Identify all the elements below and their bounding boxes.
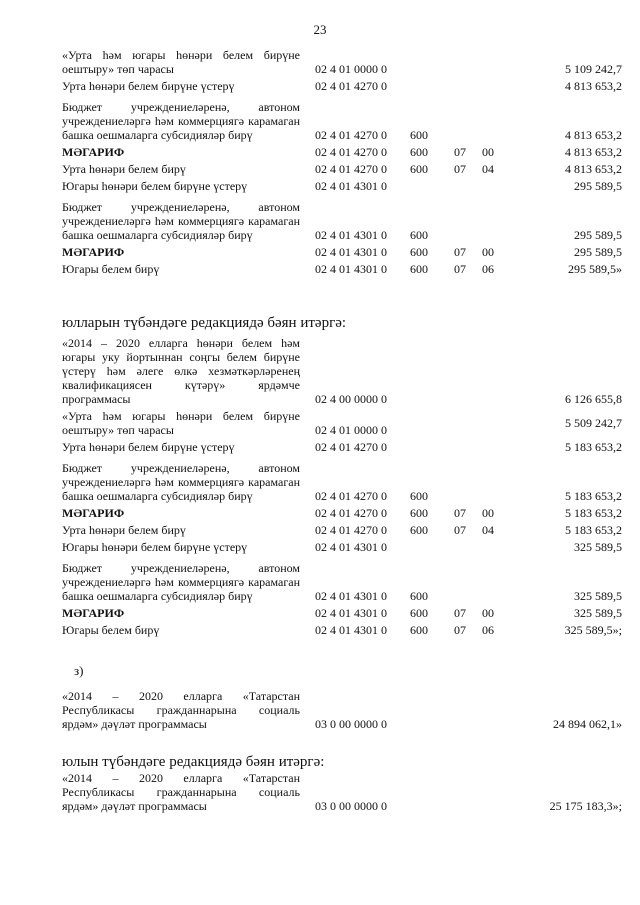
row-amount: 295 589,5 xyxy=(574,179,622,193)
row-target-code: 02 4 01 4270 0 xyxy=(315,523,387,537)
row-subsection: 06 xyxy=(482,623,494,637)
row-amount: 5 109 242,7 xyxy=(565,62,622,76)
table-row xyxy=(62,245,622,259)
row-target-code: 02 4 01 0000 0 xyxy=(315,62,387,76)
row-amount: 5 183 653,2 xyxy=(565,523,622,537)
row-amount: 4 813 653,2 xyxy=(565,162,622,176)
row-amount: 4 813 653,2 xyxy=(565,145,622,159)
row-name: «2014 – 2020 елларга «Татарстан Республикасы гражданнарына социаль ярдәм» дәүләт программасы xyxy=(62,689,300,731)
row-name: Бюджет учреждениеләренә, автоном учреждениеләргә һәм коммерциягә карамаган башка оешмаларга субсидияләр бирү xyxy=(62,461,300,503)
table-row xyxy=(62,336,622,406)
budget-table-old-3 xyxy=(62,689,622,731)
row-target-code: 03 0 00 0000 0 xyxy=(315,717,387,731)
row-expense-type: 600 xyxy=(410,262,428,276)
row-amount: 6 126 655,8 xyxy=(565,392,622,406)
table-row xyxy=(62,523,622,537)
row-amount: 5 183 653,2 xyxy=(565,506,622,520)
row-name: Урта һөнәри белем бирүне үстерү xyxy=(62,79,235,93)
row-target-code: 02 4 01 4270 0 xyxy=(315,489,387,503)
row-amount: 5 509 242,7 xyxy=(565,416,622,430)
row-expense-type: 600 xyxy=(410,245,428,259)
row-target-code: 02 4 01 4301 0 xyxy=(315,245,387,259)
amendment-heading: юлларын түбәндәге редакциядә бәян итәргә: xyxy=(62,315,347,331)
row-target-code: 02 4 01 4270 0 xyxy=(315,162,387,176)
row-amount: 25 175 183,3»; xyxy=(549,799,622,813)
row-amount: 295 589,5 xyxy=(574,228,622,242)
row-target-code: 02 4 01 4270 0 xyxy=(315,506,387,520)
table-row xyxy=(62,561,622,603)
table-row xyxy=(62,461,622,503)
row-name: Югары белем бирү xyxy=(62,623,160,637)
budget-table-new-2 xyxy=(62,336,622,637)
row-name: Бюджет учреждениеләренә, автоном учреждениеләргә һәм коммерциягә карамаган башка оешмаларга субсидияләр бирү xyxy=(62,100,300,142)
table-row xyxy=(62,623,622,637)
row-target-code: 02 4 01 4301 0 xyxy=(315,606,387,620)
row-expense-type: 600 xyxy=(410,506,428,520)
table-row xyxy=(62,262,622,276)
table-row xyxy=(62,540,622,554)
row-expense-type: 600 xyxy=(410,606,428,620)
row-name: Урта һөнәри белем бирүне үстерү xyxy=(62,440,235,454)
budget-table-old-2 xyxy=(62,48,622,276)
table-row xyxy=(62,440,622,454)
budget-table-new-3 xyxy=(62,771,622,813)
row-name: «Урта һәм югары һөнәри белем бирүне оештыру» төп чарасы xyxy=(62,48,300,76)
row-section: 07 xyxy=(454,523,466,537)
row-expense-type: 600 xyxy=(410,589,428,603)
table-row xyxy=(62,162,622,176)
row-name: Урта һөнәри белем бирү xyxy=(62,162,186,176)
row-target-code: 02 4 01 4301 0 xyxy=(315,623,387,637)
row-target-code: 02 4 01 4301 0 xyxy=(315,262,387,276)
row-subsection: 06 xyxy=(482,262,494,276)
row-subsection: 00 xyxy=(482,245,494,259)
row-target-code: 02 4 01 0000 0 xyxy=(315,423,387,437)
amendment-heading: юлын түбәндәге редакциядә бәян итәргә: xyxy=(62,754,325,770)
row-target-code: 03 0 00 0000 0 xyxy=(315,799,387,813)
row-subsection: 04 xyxy=(482,162,494,176)
row-expense-type: 600 xyxy=(410,145,428,159)
table-row xyxy=(62,79,622,93)
row-subsection: 00 xyxy=(482,506,494,520)
row-name: МӘГАРИФ xyxy=(62,506,125,520)
row-name: Югары һөнәри белем бирүне үстерү xyxy=(62,540,248,554)
row-subsection: 00 xyxy=(482,606,494,620)
row-amount: 295 589,5» xyxy=(568,262,622,276)
row-name: «Урта һәм югары һөнәри белем бирүне оештыру» төп чарасы xyxy=(62,409,300,437)
row-target-code: 02 4 01 4270 0 xyxy=(315,440,387,454)
row-amount: 325 589,5 xyxy=(574,540,622,554)
row-name: МӘГАРИФ xyxy=(62,245,125,259)
row-section: 07 xyxy=(454,162,466,176)
table-row xyxy=(62,200,622,242)
row-target-code: 02 4 01 4270 0 xyxy=(315,79,387,93)
table-row xyxy=(62,506,622,520)
row-amount: 5 183 653,2 xyxy=(565,489,622,503)
row-name: Бюджет учреждениеләренә, автоном учреждениеләргә һәм коммерциягә карамаган башка оешмаларга субсидияләр бирү xyxy=(62,200,300,242)
row-name: «2014 – 2020 елларга һөнәри белем һәм югары уку йортыннан соңгы белем бирүне үстерү һәм әлеге өлкә хезмәткәрләренең квалификациясен күтәрү» ярдәмче программасы xyxy=(62,336,300,406)
row-amount: 4 813 653,2 xyxy=(565,128,622,142)
row-expense-type: 600 xyxy=(410,228,428,242)
table-row xyxy=(62,179,622,193)
row-name: «2014 – 2020 елларга «Татарстан Республикасы гражданнарына социаль ярдәм» дәүләт программасы xyxy=(62,771,300,813)
table-row xyxy=(62,145,622,159)
row-amount: 24 894 062,1» xyxy=(553,717,622,731)
row-amount: 4 813 653,2 xyxy=(565,79,622,93)
row-target-code: 02 4 01 4301 0 xyxy=(315,228,387,242)
row-section: 07 xyxy=(454,623,466,637)
row-target-code: 02 4 01 4270 0 xyxy=(315,128,387,142)
item-letter: з) xyxy=(74,663,84,678)
row-expense-type: 600 xyxy=(410,489,428,503)
row-name: Югары һөнәри белем бирүне үстерү xyxy=(62,179,248,193)
table-row xyxy=(62,771,622,813)
row-section: 07 xyxy=(454,145,466,159)
page-number: 23 xyxy=(313,22,327,37)
table-row xyxy=(62,48,622,76)
row-expense-type: 600 xyxy=(410,523,428,537)
row-subsection: 04 xyxy=(482,523,494,537)
row-expense-type: 600 xyxy=(410,162,428,176)
row-section: 07 xyxy=(454,245,466,259)
row-expense-type: 600 xyxy=(410,128,428,142)
row-target-code: 02 4 01 4301 0 xyxy=(315,179,387,193)
row-section: 07 xyxy=(454,506,466,520)
row-target-code: 02 4 01 4301 0 xyxy=(315,589,387,603)
table-row xyxy=(62,689,622,731)
table-row xyxy=(62,100,622,142)
row-amount: 325 589,5»; xyxy=(564,623,622,637)
row-section: 07 xyxy=(454,606,466,620)
row-section: 07 xyxy=(454,262,466,276)
row-target-code: 02 4 01 4301 0 xyxy=(315,540,387,554)
row-target-code: 02 4 01 4270 0 xyxy=(315,145,387,159)
table-row xyxy=(62,409,622,437)
row-subsection: 00 xyxy=(482,145,494,159)
row-name: Югары белем бирү xyxy=(62,262,160,276)
row-name: Бюджет учреждениеләренә, автоном учреждениеләргә һәм коммерциягә карамаган башка оешмаларга субсидияләр бирү xyxy=(62,561,300,603)
row-amount: 325 589,5 xyxy=(574,589,622,603)
row-name: МӘГАРИФ xyxy=(62,145,125,159)
row-name: Урта һөнәри белем бирү xyxy=(62,523,186,537)
table-row xyxy=(62,606,622,620)
row-amount: 5 183 653,2 xyxy=(565,440,622,454)
row-amount: 325 589,5 xyxy=(574,606,622,620)
row-target-code: 02 4 00 0000 0 xyxy=(315,392,387,406)
row-expense-type: 600 xyxy=(410,623,428,637)
row-amount: 295 589,5 xyxy=(574,245,622,259)
row-name: МӘГАРИФ xyxy=(62,606,125,620)
